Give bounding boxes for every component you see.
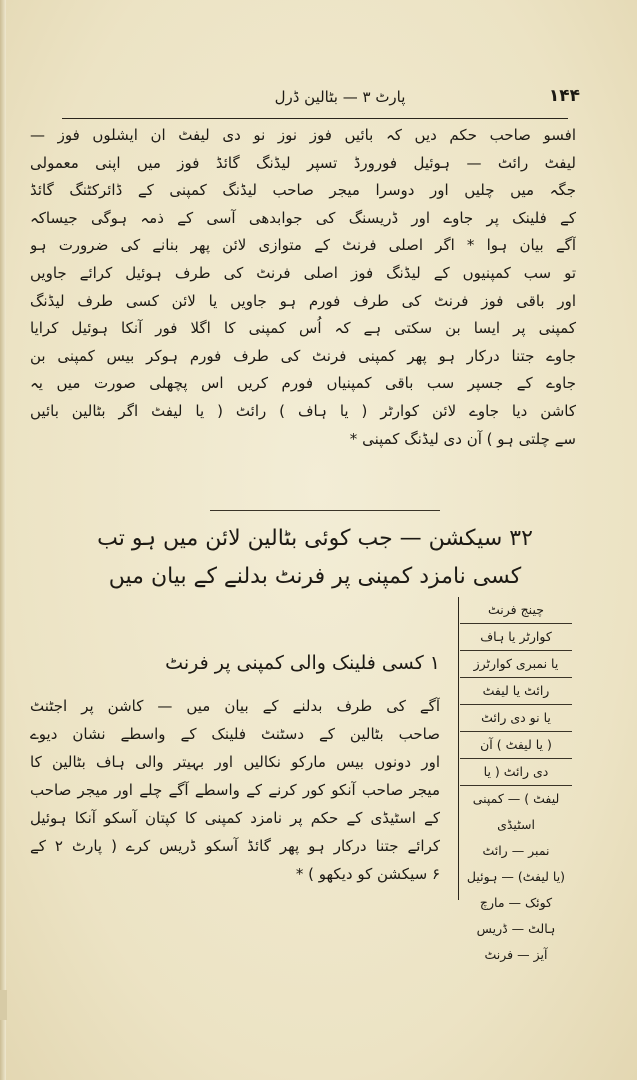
margin-note: نمبر — رائٹ bbox=[482, 843, 550, 858]
margin-note: کوئک — مارچ bbox=[479, 895, 553, 910]
paragraph-line: کمپنی پر ایسا بن سکتی ہے کہ اُس کمپنی کا اگلا فور آنکا ہوئیل کرایا bbox=[30, 319, 576, 338]
margin-note: کوارٹر یا ہاف bbox=[460, 624, 572, 651]
paragraph-line: جاوے کے جسپر سب باقی کمپنیاں فورم کریں اس پچھلی صورت میں یہ bbox=[30, 374, 576, 393]
margin-note: اسٹیڈی bbox=[497, 817, 535, 832]
section-title-line-1: ۳۲ سیکشن — جب کوئی بٹالین لائن میں ہو تب bbox=[97, 526, 533, 551]
paragraph-line: اور باقی فوز فرنٹ کی طرف فورم ہو جاویں یا لائن کسی طرف لیڈنگ bbox=[30, 291, 576, 310]
section-title bbox=[45, 520, 585, 596]
margin-note: (یا لیفٹ) — ہوئیل bbox=[466, 869, 566, 884]
subsection-line: صاحب بٹالین کے دسٹنٹ فلینک کے واسطے نشان دیوے bbox=[30, 725, 440, 743]
page-header bbox=[60, 82, 580, 112]
margin-notes bbox=[460, 597, 572, 968]
margin-brace bbox=[446, 592, 458, 912]
margin-note: آیز — فرنٹ bbox=[484, 947, 548, 962]
subsection-line: اور دونوں بیس مارکو نکالیں اور بہیتر والی ہاف بٹالین کا bbox=[30, 753, 440, 771]
paragraph-line: آگے بیان ہوا * اگر اصلی فرنٹ کے متوازی لائن پھر بنانے کی ضرورت ہو bbox=[30, 236, 576, 255]
page-number: ۱۴۴ bbox=[548, 86, 580, 106]
margin-note: چینج فرنٹ bbox=[460, 597, 572, 624]
subsection-body bbox=[30, 692, 440, 888]
paragraph-line: افسو صاحب حکم دیں کہ بائیں فوز نوز نو دی لیفٹ ان ایشلوں فوز — bbox=[30, 126, 576, 144]
page-edge bbox=[0, 0, 6, 1080]
paragraph-line: جگہ میں چلیں اور دوسرا میجر صاحب لیڈنگ کمپنی کے ڈائرکٹنگ گائڈ bbox=[30, 181, 576, 200]
subsection-line: کے اسٹیڈی کے حکم پر نامزد کمپنی کا کپتان آسکو آنکا ہوئیل bbox=[30, 809, 440, 827]
paragraph-line: کاشن دیا جاوے لائن کوارٹر ( یا ہاف ) رائٹ ( یا لیفٹ اگر بٹالین بائیں bbox=[30, 401, 576, 420]
section-divider bbox=[210, 510, 440, 511]
section-title-line-2: کسی نامزد کمپنی پر فرنٹ بدلنے کے بیان میں bbox=[108, 564, 522, 589]
paragraph-line: سے چلتی ہو ) آن دی لیڈنگ کمپنی * bbox=[349, 429, 576, 448]
subsection-line: آگے کی طرف بدلنے کے بیان میں — کاشن پر اجٹنٹ bbox=[30, 697, 440, 715]
subsection-line: میجر صاحب آنکو کور کرنے کے واسطے آگے چلے اور میجر صاحب bbox=[30, 781, 440, 799]
margin-note: رائٹ یا لیفٹ bbox=[460, 678, 572, 705]
paragraph-line: جاوے جتنا درکار ہو پھر کمپنی فرنٹ کی طرف فورم ہوکر بیس کمپنی بن bbox=[30, 346, 576, 365]
subsection-line: ۶ سیکشن کو دیکھو ) * bbox=[295, 865, 440, 883]
margin-note: لیفٹ ) — کمپنی bbox=[472, 791, 560, 806]
paragraph-line: لیفٹ رائٹ — ہوئیل فورورڈ تسپر لیڈنگ گائڈ فوز میں اپنی معمولی bbox=[30, 153, 576, 172]
margin-note: یا نو دی رائٹ bbox=[460, 705, 572, 732]
margin-note: دی رائٹ ( یا bbox=[460, 759, 572, 786]
margin-note: ہالٹ — ڈریس bbox=[476, 921, 556, 936]
paragraph-line: کے فلینک پر جاوے اور ڈریسنگ کی جوابدھی آسی کے ذمہ ہوگی جیساکہ bbox=[30, 208, 576, 227]
subsection-line: کرائے جتنا درکار ہو پھر گائڈ آسکو ڈریس کرے ( پارٹ ۲ کے bbox=[30, 837, 440, 855]
paragraph-line: تو سب کمپنیوں کے لیڈنگ فوز اصلی فرنٹ کی طرف ہوئیل کرائے جاویں bbox=[30, 263, 576, 282]
running-title: پارٹ ۳ — بٹالین ڈرل bbox=[274, 88, 406, 106]
header-rule bbox=[62, 118, 568, 119]
margin-note: ( یا لیفٹ ) آن bbox=[460, 732, 572, 759]
margin-note: یا نمبری کوارٹرز bbox=[460, 651, 572, 678]
top-paragraph bbox=[30, 122, 576, 453]
page-stain bbox=[0, 990, 7, 1020]
subsection-heading: ۱ کسی فلینک والی کمپنی پر فرنٹ bbox=[165, 652, 440, 674]
